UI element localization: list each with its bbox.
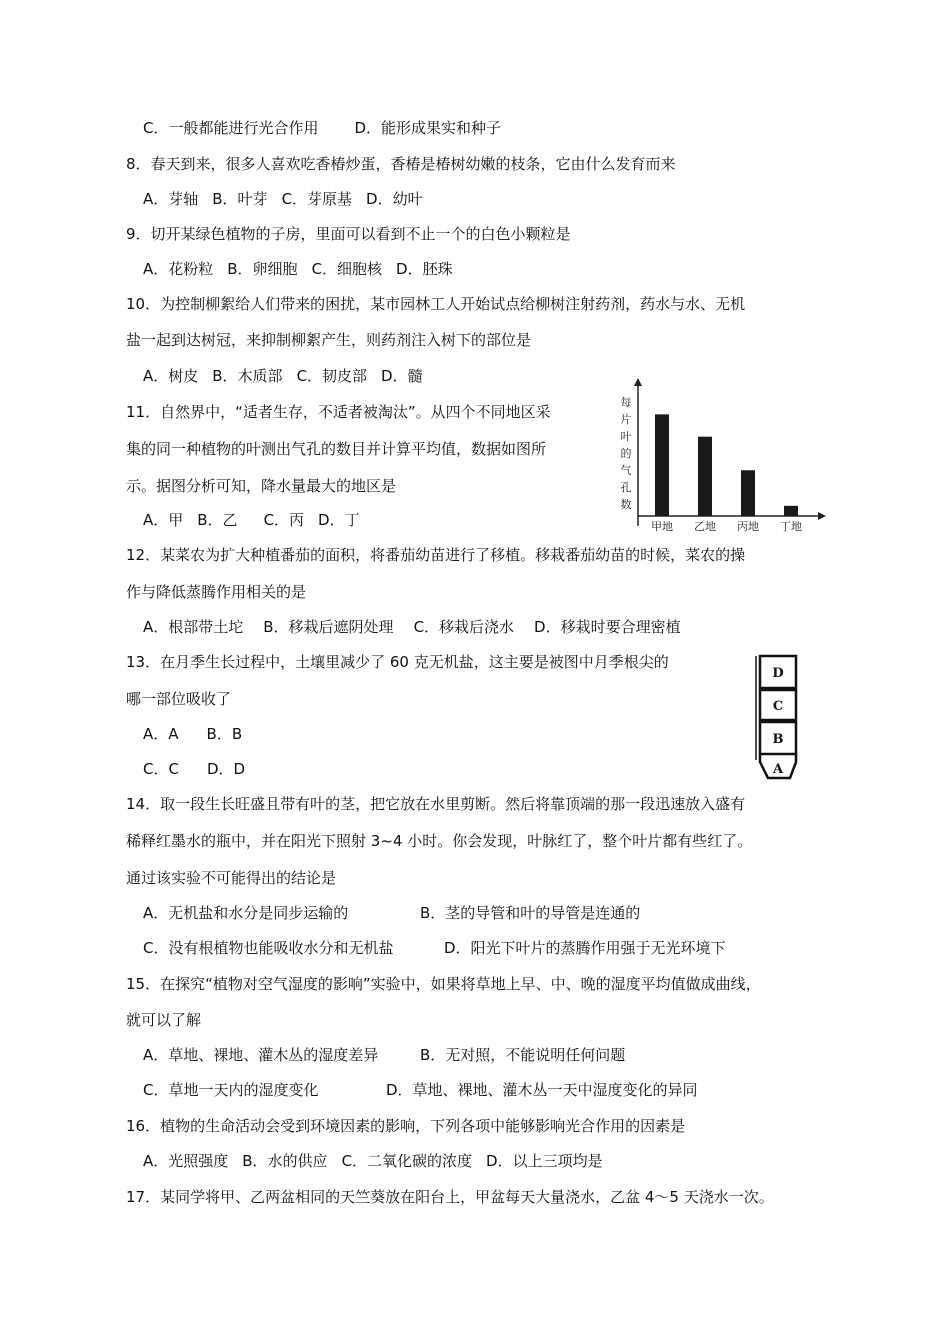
q15-option-a: A．草地、裸地、灌木丛的湿度差异 [143, 1046, 379, 1064]
q16-option-c: C．二氧化碳的浓度 [341, 1152, 473, 1170]
q9-stem: 9．切开某绿色植物的子房，里面可以看到不止一个的白色小颗粒是 [126, 225, 571, 243]
x-axis-arrow [818, 512, 826, 520]
q13-option-d: D．D [206, 760, 246, 778]
label-d: D [772, 666, 784, 681]
y-axis-label [621, 395, 632, 511]
q10-option-b: B．木质部 [212, 367, 283, 385]
q11-option-b: B．乙 [197, 511, 238, 529]
q13-option-b: B．B [206, 725, 243, 743]
q10-option-d: D．髓 [381, 367, 423, 385]
q9-option-b: B．卵细胞 [227, 260, 298, 278]
q11-stem-line3: 示。据图分析可知，降水量最大的地区是 [126, 477, 397, 495]
q12-stem-line1: 12．某菜农为扩大种植番茄的面积，将番茄幼苗进行了移植。移栽番茄幼苗的时候，菜农的操 [126, 546, 746, 564]
x-tick-label-3: 丁地 [780, 520, 802, 533]
q16-option-a: A．光照强度 [143, 1152, 229, 1170]
stomata-bar-chart [600, 376, 832, 536]
q15-option-c: C．草地一天内的湿度变化 [143, 1081, 319, 1099]
q8-option-b: B．叶芽 [212, 190, 268, 208]
q9-option-c: C．细胞核 [311, 260, 383, 278]
q14-stem-line3: 通过该实验不可能得出的结论是 [126, 869, 337, 887]
q12-option-b: B．移栽后遮阴处理 [263, 618, 394, 636]
q10-stem-line1: 10．为控制柳絮给人们带来的困扰，某市园林工人开始试点给柳树注射药剂，药水与水、无机 [126, 295, 746, 313]
x-tick-label-2: 丙地 [737, 520, 759, 533]
q14-option-c: C．没有根植物也能吸收水分和无机盐 [143, 939, 394, 957]
q13-options-row2 [143, 759, 245, 779]
bar-1 [698, 437, 712, 516]
q15-stem-line1: 15．在探究“植物对空气湿度的影响”实验中，如果将草地上早、中、晚的湿度平均值做成曲线， [126, 975, 761, 993]
y-label-char-6: 数 [620, 498, 632, 511]
q12-stem-line2: 作与降低蒸腾作用相关的是 [126, 583, 307, 601]
label-a: A [772, 762, 784, 777]
y-label-char-1: 片 [620, 413, 632, 426]
q14-option-b: B．茎的导管和叶的导管是连通的 [420, 904, 641, 922]
q13-stem-line2: 哪一部位吸收了 [126, 690, 232, 708]
root-tip-diagram [746, 652, 808, 782]
q16-stem: 16．植物的生命活动会受到环境因素的影响，下列各项中能够影响光合作用的因素是 [126, 1117, 686, 1135]
q14-option-d: D．阳光下叶片的蒸腾作用强于无光环境下 [444, 939, 726, 957]
q10-stem-line2: 盐一起到达树冠，来抑制柳絮产生，则药剂注入树下的部位是 [126, 331, 532, 349]
q10-option-a: A．树皮 [143, 367, 199, 385]
q8-option-a: A．芽轴 [143, 190, 199, 208]
q15-option-d: D．草地、裸地、灌木丛一天中湿度变化的异同 [386, 1081, 698, 1099]
q16-option-d: D．以上三项均是 [486, 1152, 603, 1170]
label-c: C [772, 699, 784, 714]
q13-options-row1 [143, 724, 242, 744]
bar-0 [655, 414, 669, 516]
q14-stem-line2: 稀释红墨水的瓶中，并在阳光下照射 3~4 小时。你会发现，叶脉红了，整个叶片都有些红了。 [126, 832, 753, 850]
q16-options [143, 1151, 603, 1171]
q11-stem-line2: 集的同一种植物的叶测出气孔的数目并计算平均值，数据如图所 [126, 440, 547, 458]
q11-options [143, 510, 360, 530]
x-tick-label-1: 乙地 [694, 520, 716, 533]
q11-option-d: D．丁 [318, 511, 360, 529]
q11-option-c: C．丙 [263, 511, 305, 529]
q12-options [143, 617, 681, 637]
q13-option-c: C．C [143, 760, 179, 778]
q13-stem-line1: 13．在月季生长过程中，土壤里减少了 60 克无机盐，这主要是被图中月季根尖的 [126, 653, 669, 671]
y-axis-arrow [634, 378, 642, 386]
q9-option-d: D．胚珠 [396, 260, 453, 278]
y-label-char-5: 孔 [620, 481, 632, 494]
q12-option-a: A．根部带土坨 [143, 618, 244, 636]
y-label-char-3: 的 [620, 447, 632, 460]
q7-option-d: D．能形成果实和种子 [354, 119, 502, 137]
q12-option-d: D．移栽时要合理密植 [534, 618, 681, 636]
q10-option-c: C．韧皮部 [296, 367, 368, 385]
q13-option-a: A．A [143, 725, 179, 743]
q8-option-c: C．芽原基 [281, 190, 353, 208]
q16-option-b: B．水的供应 [242, 1152, 328, 1170]
q10-options [143, 366, 423, 386]
q15-option-b: B．无对照，不能说明任何问题 [420, 1046, 626, 1064]
q11-stem-line1: 11．自然界中，“适者生存，不适者被淘汰”。从四个不同地区采 [126, 403, 551, 421]
q7-option-c: C．一般都能进行光合作用 [143, 119, 319, 137]
q15-stem-line2: 就可以了解 [126, 1011, 202, 1029]
q8-option-d: D．幼叶 [366, 190, 423, 208]
q12-option-c: C．移栽后浇水 [413, 618, 515, 636]
q9-options [143, 259, 453, 279]
y-label-char-2: 叶 [620, 430, 632, 443]
q17-stem: 17．某同学将甲、乙两盆相同的天竺葵放在阳台上，甲盆每天大量浇水，乙盆 4～5 天浇水一次。 [126, 1188, 774, 1206]
bar-3 [784, 506, 798, 516]
y-label-char-4: 气 [620, 464, 632, 477]
label-b: B [772, 732, 784, 747]
q8-stem: 8．春天到来，很多人喜欢吃香椿炒蛋，香椿是椿树幼嫩的枝条，它由什么发育而来 [126, 155, 676, 173]
q14-stem-line1: 14．取一段生长旺盛且带有叶的茎，把它放在水里剪断。然后将靠顶端的那一段迅速放入盛有 [126, 795, 746, 813]
q14-option-a: A．无机盐和水分是同步运输的 [143, 904, 349, 922]
q11-option-a: A．甲 [143, 511, 184, 529]
x-tick-label-0: 甲地 [651, 520, 673, 533]
q8-options [143, 189, 423, 209]
q7-options-line [143, 118, 501, 138]
q9-option-a: A．花粉粒 [143, 260, 214, 278]
bar-2 [741, 470, 755, 516]
y-label-char-0: 每 [620, 396, 632, 409]
